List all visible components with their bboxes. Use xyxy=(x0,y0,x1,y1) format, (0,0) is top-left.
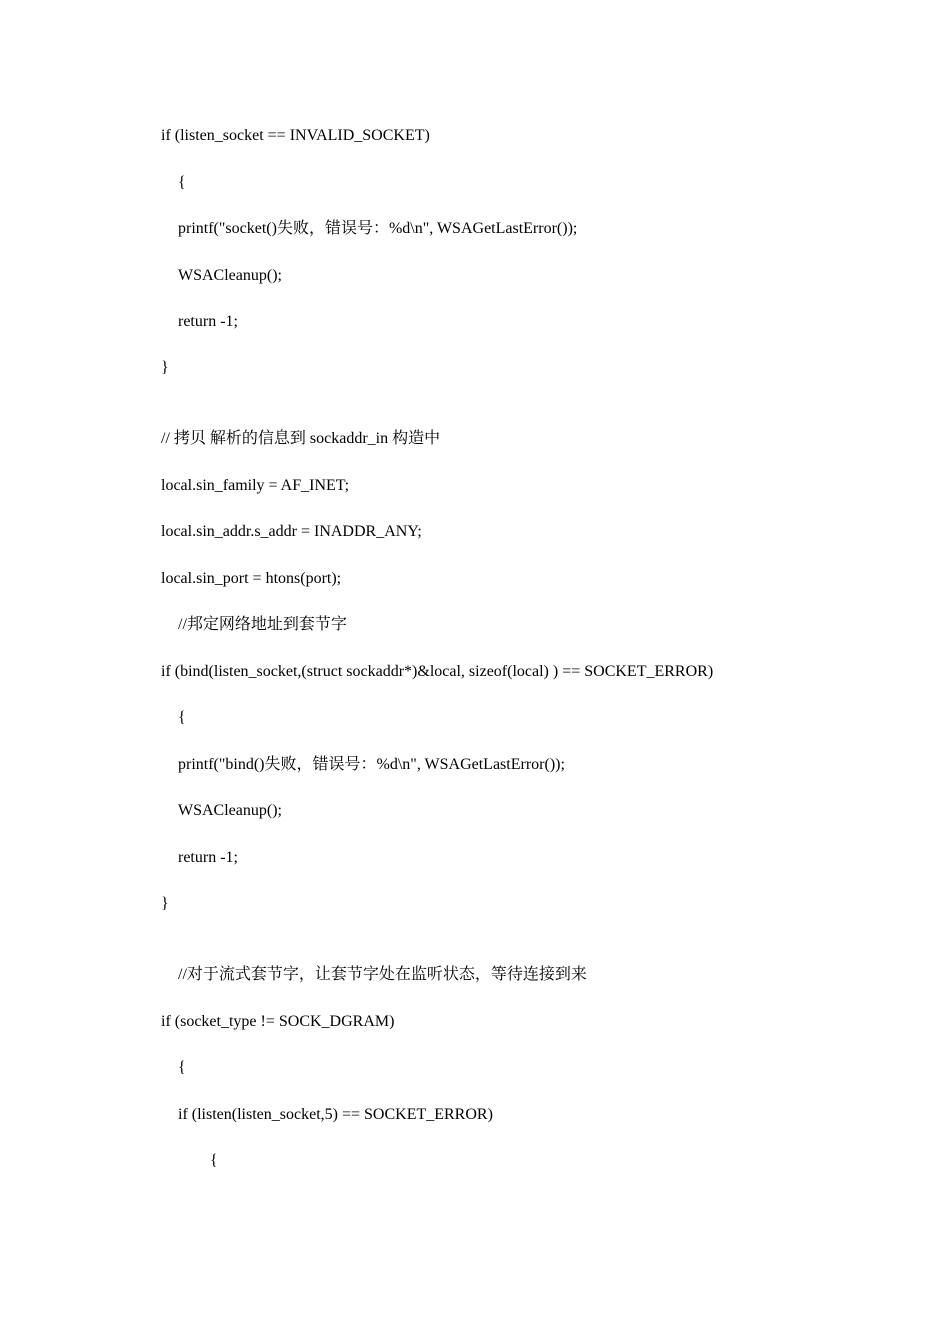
code-line: return -1; xyxy=(178,313,238,330)
code-line: { xyxy=(178,174,186,191)
code-line: printf("socket()失败，错误号：%d\n", WSAGetLastError()); xyxy=(178,220,578,237)
code-line: if (listen(listen_socket,5) == SOCKET_ERROR) xyxy=(178,1106,493,1123)
code-line: } xyxy=(161,895,169,912)
code-line: { xyxy=(178,709,186,726)
comment-line: //邦定网络地址到套节字 xyxy=(178,616,347,633)
code-line: if (bind(listen_socket,(struct sockaddr*)&local, sizeof(local) ) == SOCKET_ERROR) xyxy=(161,663,714,680)
code-line: { xyxy=(210,1152,218,1169)
code-line: local.sin_port = htons(port); xyxy=(161,570,342,587)
comment-line: //对于流式套节字，让套节字处在监听状态，等待连接到来 xyxy=(178,966,587,983)
code-line: return -1; xyxy=(178,849,238,866)
code-line: if (socket_type != SOCK_DGRAM) xyxy=(161,1013,395,1030)
code-line: if (listen_socket == INVALID_SOCKET) xyxy=(161,127,430,144)
code-line: local.sin_addr.s_addr = INADDR_ANY; xyxy=(161,523,422,540)
code-line: { xyxy=(178,1059,186,1076)
code-line: WSACleanup(); xyxy=(178,802,282,819)
code-line: local.sin_family = AF_INET; xyxy=(161,477,350,494)
code-line: printf("bind()失败，错误号：%d\n", WSAGetLastError()); xyxy=(178,756,565,773)
code-line: } xyxy=(161,359,169,376)
comment-line: // 拷贝 解析的信息到 sockaddr_in 构造中 xyxy=(161,430,441,447)
code-line: WSACleanup(); xyxy=(178,267,282,284)
